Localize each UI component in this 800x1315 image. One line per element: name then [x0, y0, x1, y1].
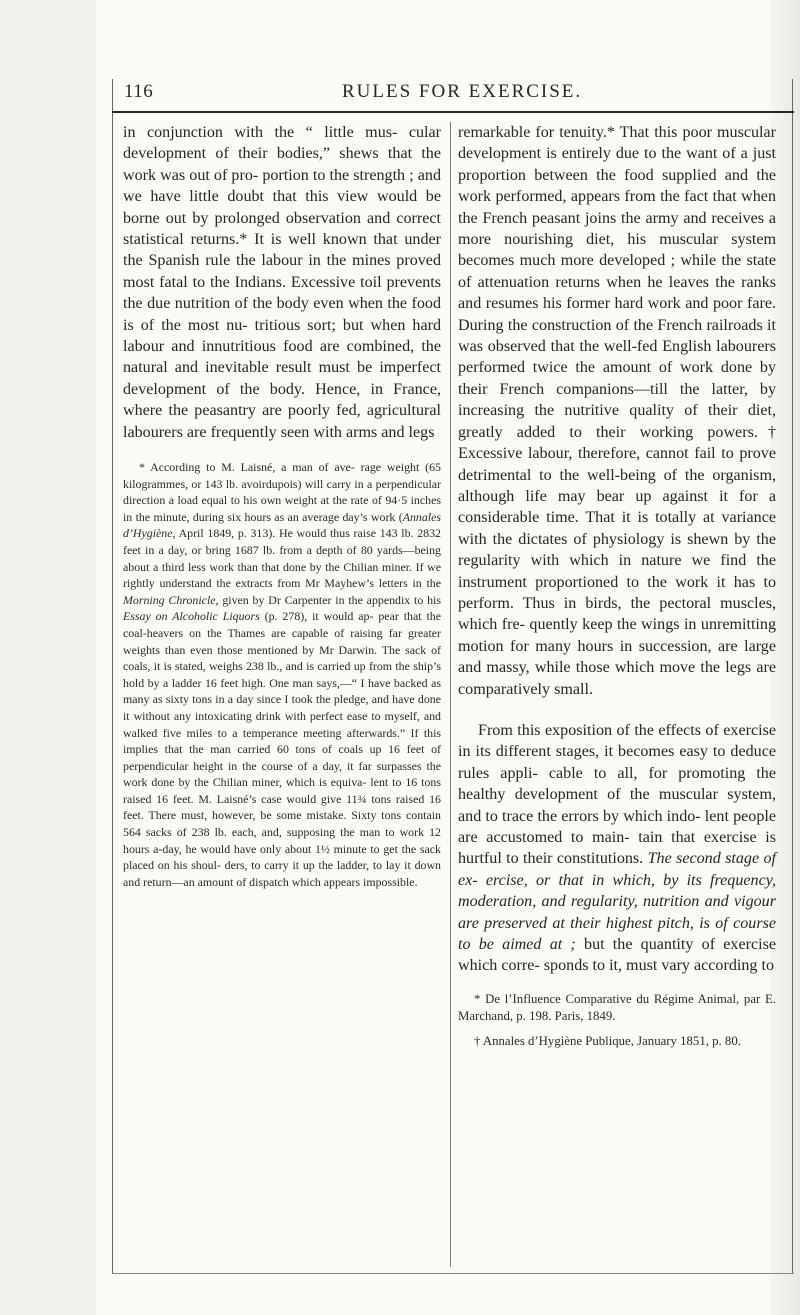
paragraph-2-italic: The second stage of ex- ercise, or that in which, by its frequency, moderation, and regularity, nutrition and vigour are preserved at their highest pitch, is of course to be aimed at ;: [458, 850, 776, 954]
page-number: 116: [124, 81, 154, 102]
left-footnote-block: [123, 459, 441, 890]
footnote-text-4: (p. 278), it would ap- pear that the coal-heavers on the Thames are capable of raising far greater weights than even those mentioned by Mr Darwin. The sack of coals, it is stated, weighs 238 lb., and is carried up from the ship’s hold by a ladder 16 feet high. One man says,—“ I have backed as many as sixty tons in a day since I took the pledge, and have done it without any intoxicating drink with perfect ease to myself, and walked five miles to a temperance meeting afterwards.” If this implies that the man carried 60 tons of coals up 16 feet of perpendicular height in the course of a day, it far surpasses the work done by the Chilian miner, which is equiva- lent to 16 tons raised 16 feet. M. Laisné’s case would give 11¾ tons raised 16 feet. There must, however, be some mistake. Sixty tons contain 564 sacks of 238 lb. each, and, supposing the man to work 12 hours a-day, he would have only about 1½ minute to get the sack placed on his shoul- ders, to carry it up the ladder, to lay it down and return—an amount of dispatch which appears impossible.: [123, 609, 441, 889]
page-frame-left: [112, 79, 113, 1274]
column-divider: [450, 122, 451, 1267]
paragraph-2-text-2: but the quantity of exercise which corre- sponds to it, must vary according to: [458, 936, 776, 975]
footnote-laisne: [123, 459, 441, 890]
footnote-marchand: * De l’Influence Comparative du Régime Animal, par E. Marchand, p. 198. Paris, 1849.: [458, 992, 776, 1023]
right-column: [458, 122, 776, 1048]
page-header: [112, 79, 794, 109]
footnote-annales: † Annales d’Hygiène Publique, January 1851, p. 80.: [474, 1034, 741, 1048]
right-footnote-block: [458, 991, 776, 1050]
essay-title: Essay on Alcoholic Liquors: [123, 609, 260, 624]
right-body-paragraph-2: [458, 720, 776, 977]
header-rule: [112, 111, 794, 113]
journal-title: Annales d’Hygiène: [123, 509, 441, 541]
newspaper-title: Morning Chronicle: [123, 592, 216, 607]
left-body-paragraph: in conjunction with the “ little mus- cular development of their bodies,” shews that the work was out of pro- portion to the strength ; and we have little doubt that this view would be borne out by prolonged observation and correct statistical returns.* It is well known that under the Spanish rule the labour in the mines proved most fatal to the Indians. Excessive toil prevents the due nutrition of the body even when the food is of the most nu- tritious sort; but when hard labour and innutritious food are combined, the natural and inevitable result must be imperfect development of the body. Hence, in France, where the peasantry are poorly fed, agricultural labourers are frequently seen with arms and legs: [123, 124, 441, 441]
right-body-paragraph-1: remarkable for tenuity.* That this poor muscular development is entirely due to the want of a just proportion between the food supplied and the work performed, appears from the fact that when the French peasant joins the army and receives a more nourishing diet, his muscular system becomes much more developed ; while the state of attenuation returns when he leaves the ranks and resumes his former hard work and poor fare. During the construction of the French railroads it was observed that the well-fed English labourers performed twice the amount of work done by their French companions—till the latter, by increasing the nutritive quality of their diet, greatly added to their working powers.† Excessive labour, therefore, cannot fail to prove detrimental to the well-being of the organism, although life may bear up against it for a considerable time. That it is totally at variance with the dictates of physiology is shewn by the regularity with which in nature we find the instrument proportioned to the work it has to perform. Thus in birds, the pectoral muscles, which fre- quently keep the wings in unremitting motion for many hours in succession, are large and massy, while those which move the legs are comparatively small.: [458, 124, 776, 698]
footnote-text-2: , April 1849, p. 313). He would thus raise 143 lb. 2832 feet in a day, or bring 1687 lb. from a depth of 80 yards—being about a third less work than that done by the Chilian miner. If we rightly understand the extracts from Mr Mayhew’s letters in the: [123, 526, 441, 591]
footnote-text-3: , given by Dr Carpenter in the appendix to his: [215, 592, 441, 607]
paragraph-2-text-1: From this exposition of the effects of exercise in its different stages, it becomes easy to deduce rules appli- cable to all, for promoting the healthy development of the muscular system, and to trace the errors by which indo- lent people are accustomed to main- tain that exercise is hurtful to their constitutions.: [458, 721, 776, 868]
scan-margin-left: [0, 0, 96, 1315]
page-frame-right: [792, 79, 793, 1274]
left-column: [123, 122, 441, 889]
running-head: RULES FOR EXERCISE.: [342, 81, 583, 102]
footnote-text-1: * According to M. Laisné, a man of ave- rage weight (65 kilogrammes, or 143 lb. avoirdupois) will carry in a perpendicular direction a load equal to his own weight at the rate of 94·5 inches in the minute, during six hours as an average day’s work (: [123, 460, 441, 524]
page-bottom-rule: [112, 1273, 794, 1274]
